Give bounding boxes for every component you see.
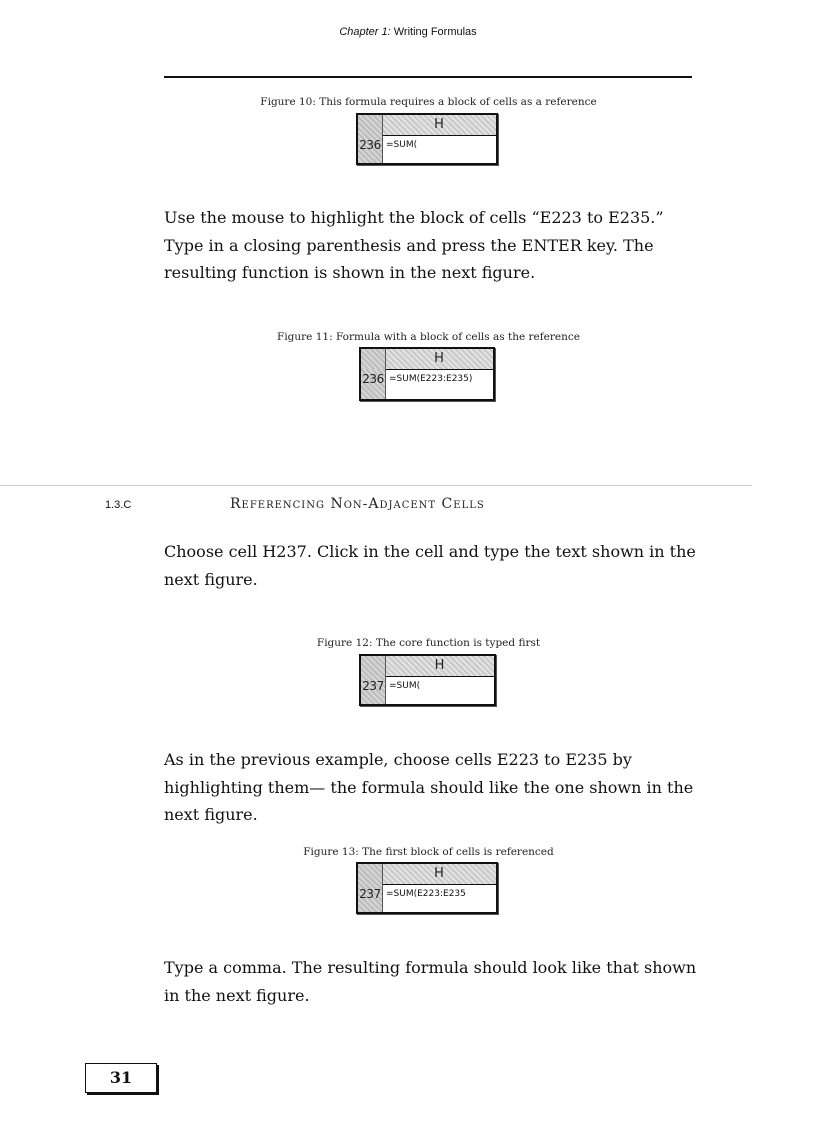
body-paragraph: Choose cell H237. Click in the cell and type the text shown in the next figure. <box>164 542 696 589</box>
figure-caption: Figure 10: This formula requires a block of cells as a reference <box>260 96 597 108</box>
row-number: 237 <box>358 884 383 912</box>
spreadsheet-row <box>361 676 494 704</box>
section-divider <box>0 485 752 486</box>
select-all-corner <box>361 656 386 676</box>
column-header <box>361 349 493 370</box>
body-paragraph: Type a comma. The resulting formula should look like that shown in the next figure. <box>164 958 697 1005</box>
formula-cell: =SUM(E223:E235) <box>389 374 473 384</box>
column-label: H <box>434 117 444 132</box>
row-number: 236 <box>361 369 386 399</box>
formula-cell: =SUM(E223:E235 <box>386 889 466 899</box>
body-paragraph: Use the mouse to highlight the block of cells “E223 to E235.” Type in a closing parenthesis and press the ENTER key. The resulting function is shown in the next figure. <box>164 208 664 282</box>
body-paragraph: As in the previous example, choose cells E223 to E235 by highlighting them— the formula should like the one shown in the next figure. <box>164 750 694 824</box>
spreadsheet-row <box>358 884 496 912</box>
column-header <box>361 656 494 677</box>
column-label: H <box>434 866 444 881</box>
select-all-corner <box>358 115 383 135</box>
column-label: H <box>434 658 445 673</box>
figure-caption: Figure 11: Formula with a block of cells as the reference <box>277 331 580 343</box>
figure-caption: Figure 12: The core function is typed first <box>316 637 541 649</box>
formula-cell: =SUM( <box>389 681 421 691</box>
figure-caption: Figure 13: The first block of cells is referenced <box>303 846 554 858</box>
page-number: 31 <box>85 1063 157 1093</box>
row-number: 236 <box>358 135 383 163</box>
column-header <box>358 115 496 136</box>
spreadsheet-figure <box>359 347 495 401</box>
spreadsheet-figure <box>356 113 498 165</box>
select-all-corner <box>361 349 386 369</box>
spreadsheet-figure <box>356 862 498 914</box>
section-number: 1.3.C <box>105 499 132 511</box>
column-label: H <box>434 351 444 366</box>
running-header <box>0 26 816 38</box>
column-header <box>358 864 496 885</box>
section-title: Referencing Non-Adjacent Cells <box>230 496 485 512</box>
header-rule <box>164 76 692 78</box>
select-all-corner <box>358 864 383 884</box>
row-number: 237 <box>361 676 386 704</box>
chapter-title: Writing Formulas <box>393 26 477 38</box>
formula-cell: =SUM( <box>386 140 418 150</box>
chapter-label: Chapter 1: <box>339 26 391 38</box>
spreadsheet-row <box>361 369 493 399</box>
spreadsheet-row <box>358 135 496 163</box>
spreadsheet-figure <box>359 654 496 706</box>
